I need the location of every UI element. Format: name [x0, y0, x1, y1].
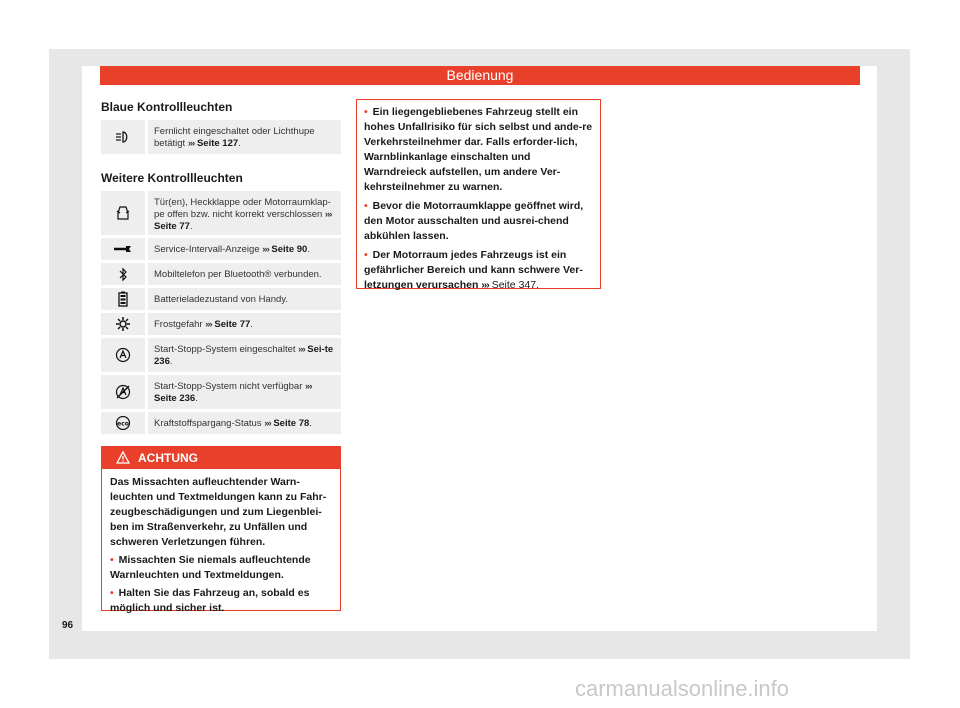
warning-intro: Das Missachten aufleuchtender Warn-leuchten und Textmeldungen kann zu Fahr-zeugbeschädigungen und zum Liegenblei-ben im Straßenverkehr, zu Unfällen und schweren Verletzungen führen. [110, 476, 327, 548]
notice-box [356, 99, 601, 289]
page-link[interactable]: Sei-te 236 [154, 344, 334, 367]
table-row [101, 288, 341, 310]
row-text: Start-Stopp-System eingeschaltet [154, 344, 296, 355]
row-suffix: . [250, 319, 253, 330]
bullet-icon: • [364, 106, 368, 118]
warning-body [102, 469, 340, 625]
table-row [101, 191, 341, 235]
table-row [101, 313, 341, 335]
row-suffix: . [238, 138, 241, 149]
row-suffix: . [195, 393, 198, 404]
notice-bullet [364, 248, 593, 293]
start-stop-off-icon [101, 375, 148, 409]
row-suffix: . [309, 418, 312, 429]
table-row [101, 412, 341, 434]
door-open-icon [101, 191, 148, 235]
table-row [101, 338, 341, 372]
page-link[interactable]: Seite 78 [273, 418, 310, 429]
page-link[interactable]: Seite 127 [196, 138, 239, 149]
row-text: Fernlicht eingeschaltet oder Lichthupe betätigt [154, 126, 315, 149]
warning-title: ACHTUNG [138, 451, 198, 465]
ref-arrow: ››› [187, 138, 195, 149]
warning-bullet [110, 586, 332, 616]
bullet-icon: • [110, 587, 114, 599]
svg-text:eco: eco [117, 420, 129, 428]
ref-arrow: ››› [264, 418, 271, 429]
ref-arrow: ››› [262, 244, 269, 255]
row-suffix: . [169, 356, 173, 367]
page-link[interactable]: Seite 236 [154, 393, 196, 404]
bluetooth-icon [101, 263, 148, 285]
section-heading-blue: Blaue Kontrollleuchten [101, 100, 233, 114]
row-text: Batterieladezustand von Handy. [154, 294, 288, 305]
bullet-icon: • [364, 249, 368, 261]
bullet-text: Der Motorraum jedes Fahrzeugs ist ein gefährlicher Bereich und kann schwere Ver-letzungen verursachen [364, 249, 583, 291]
blue-lights-table [101, 120, 341, 157]
warning-triangle-icon [116, 451, 130, 464]
bullet-text: Missachten Sie niemals aufleuchtende Warnleuchten und Textmeldungen. [110, 554, 311, 581]
page-link[interactable]: Seite 347. [491, 279, 540, 291]
bullet-text: Bevor die Motorraumklappe geöffnet wird, den Motor ausschalten und ausrei-chend abkühlen lassen. [364, 200, 584, 242]
start-stop-icon [101, 338, 148, 372]
ref-arrow: ››› [205, 319, 212, 330]
page-link[interactable]: Seite 77 [154, 221, 190, 232]
table-row [101, 263, 341, 285]
table-row [101, 375, 341, 409]
bullet-text: Halten Sie das Fahrzeug an, sobald es möglich und sicher ist. [110, 587, 310, 614]
row-text: Start-Stopp-System nicht verfügbar [154, 381, 303, 392]
page-link[interactable]: Seite 90 [271, 244, 308, 255]
other-lights-table [101, 191, 341, 437]
section-heading-other: Weitere Kontrollleuchten [101, 171, 243, 185]
ref-arrow: ››› [298, 344, 305, 355]
row-suffix: . [307, 244, 310, 255]
warning-bullet [110, 553, 332, 583]
warning-header [102, 447, 340, 469]
battery-icon [101, 288, 148, 310]
eco-icon [101, 412, 148, 434]
notice-bullet [364, 105, 593, 195]
chapter-header: Bedienung [100, 66, 860, 85]
row-text: Frostgefahr [154, 319, 203, 330]
bullet-icon: • [364, 200, 368, 212]
watermark: carmanualsonline.info [575, 676, 790, 701]
ref-arrow: ››› [324, 209, 332, 220]
ref-arrow: ››› [481, 279, 489, 291]
row-text: Kraftstoffspargang-Status [154, 418, 262, 429]
high-beam-icon [101, 120, 148, 154]
warning-box [101, 446, 341, 614]
row-text: Tür(en), Heckklappe oder Motorraumklap-pe offen bzw. nicht korrekt verschlossen [154, 197, 331, 220]
wrench-icon [101, 238, 148, 260]
row-suffix: . [189, 221, 193, 232]
table-row [101, 238, 341, 260]
snowflake-icon [101, 313, 148, 335]
table-row [101, 120, 341, 154]
page-number: 96 [62, 620, 74, 631]
row-text: Service-Intervall-Anzeige [154, 244, 260, 255]
bullet-text: Ein liegengebliebenes Fahrzeug stellt ein hohes Unfallrisiko für sich selbst und ande-re Verkehrsteilnehmer dar. Falls erforder-lich, Warnblinkanlage einschalten und Warndreieck aufstellen, um andere Ver-kehrsteilnehmer zu warnen. [364, 106, 593, 193]
ref-arrow: ››› [305, 381, 312, 392]
notice-bullet [364, 199, 593, 244]
bullet-icon: • [110, 554, 114, 566]
page-link[interactable]: Seite 77 [214, 319, 251, 330]
row-text: Mobiltelefon per Bluetooth® verbunden. [154, 269, 322, 280]
